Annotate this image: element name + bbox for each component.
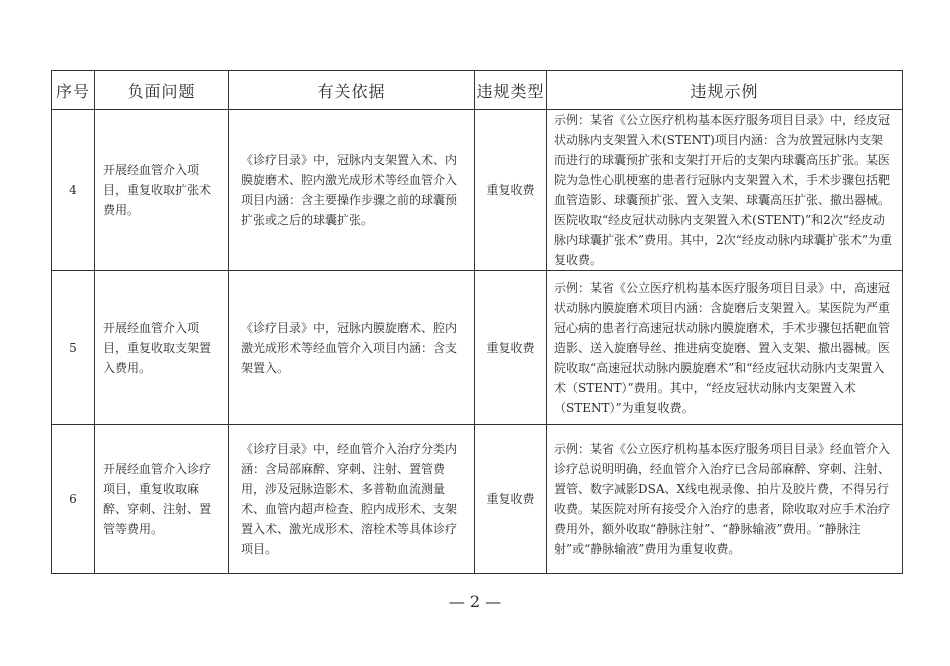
header-basis: 有关依据 — [229, 71, 475, 110]
row-issue: 开展经血管介入诊疗项目，重复收取麻醉、穿刺、注射、置管等费用。 — [95, 425, 229, 574]
row-issue: 开展经血管介入项目，重复收取支架置入费用。 — [95, 271, 229, 425]
table-header-row — [52, 71, 903, 110]
row-example: 示例：某省《公立医疗机构基本医疗服务项目目录》经血管介入诊疗总说明明确，经血管介入治疗已含局部麻醉、穿刺、注射、置管、数字减影DSA、X线电视录像、拍片及胶片费，不得另行收费。某医院对所有接受介入治疗的患者，除收取对应手术治疗费用外，额外收取“静脉注射”、“静脉输液”费用。“静脉注射”或“静脉输液”费用为重复收费。 — [547, 425, 903, 574]
violation-table — [51, 70, 903, 574]
row-violation-type: 重复收费 — [475, 110, 547, 271]
header-no: 序号 — [52, 71, 95, 110]
table-row — [52, 271, 903, 425]
row-basis: 《诊疗目录》中，冠脉内膜旋磨术、腔内激光成形术等经血管介入项目内涵：含支架置入。 — [229, 271, 475, 425]
row-basis: 《诊疗目录》中，冠脉内支架置入术、内膜旋磨术、腔内激光成形术等经血管介入项目内涵：含主要操作步骤之前的球囊预扩张或之后的球囊扩张。 — [229, 110, 475, 271]
row-example: 示例：某省《公立医疗机构基本医疗服务项目目录》中，经皮冠状动脉内支架置入术(STENT)项目内涵：含为放置冠脉内支架而进行的球囊预扩张和支架打开后的支架内球囊高压扩张。某医院为急性心肌梗塞的患者行冠脉内支架置入术，手术步骤包括靶血管造影、球囊预扩张、置入支架、球囊高压扩张、撤出器械。医院收取“经皮冠状动脉内支架置入术(STENT)”和2次“经皮动脉内球囊扩张术”费用。其中，2次“经皮动脉内球囊扩张术”为重复收费。 — [547, 110, 903, 271]
header-issue: 负面问题 — [95, 71, 229, 110]
table-row — [52, 425, 903, 574]
header-example: 违规示例 — [547, 71, 903, 110]
row-number: 6 — [52, 425, 95, 574]
header-type: 违规类型 — [475, 71, 547, 110]
table-row — [52, 110, 903, 271]
row-violation-type: 重复收费 — [475, 271, 547, 425]
row-example: 示例：某省《公立医疗机构基本医疗服务项目目录》中，高速冠状动脉内膜旋磨术项目内涵：含旋磨后支架置入。某医院为严重冠心病的患者行高速冠状动脉内膜旋磨术，手术步骤包括靶血管造影、送入旋磨导丝、推进病变旋磨、置入支架、撤出器械。医院收取“高速冠状动脉内膜旋磨术”和“经皮冠状动脉内支架置入术（STENT）”费用。其中，“经皮冠状动脉内支架置入术（STENT）”为重复收费。 — [547, 271, 903, 425]
row-basis: 《诊疗目录》中，经血管介入治疗分类内涵：含局部麻醉、穿刺、注射、置管费用，涉及冠脉造影术、多普勒血流测量术、血管内超声检查、腔内成形术、支架置入术、激光成形术、溶栓术等具体诊疗项目。 — [229, 425, 475, 574]
row-violation-type: 重复收费 — [475, 425, 547, 574]
row-number: 4 — [52, 110, 95, 271]
row-issue: 开展经血管介入项目，重复收取扩张术费用。 — [95, 110, 229, 271]
row-number: 5 — [52, 271, 95, 425]
page-number: — 2 — — [448, 592, 502, 611]
